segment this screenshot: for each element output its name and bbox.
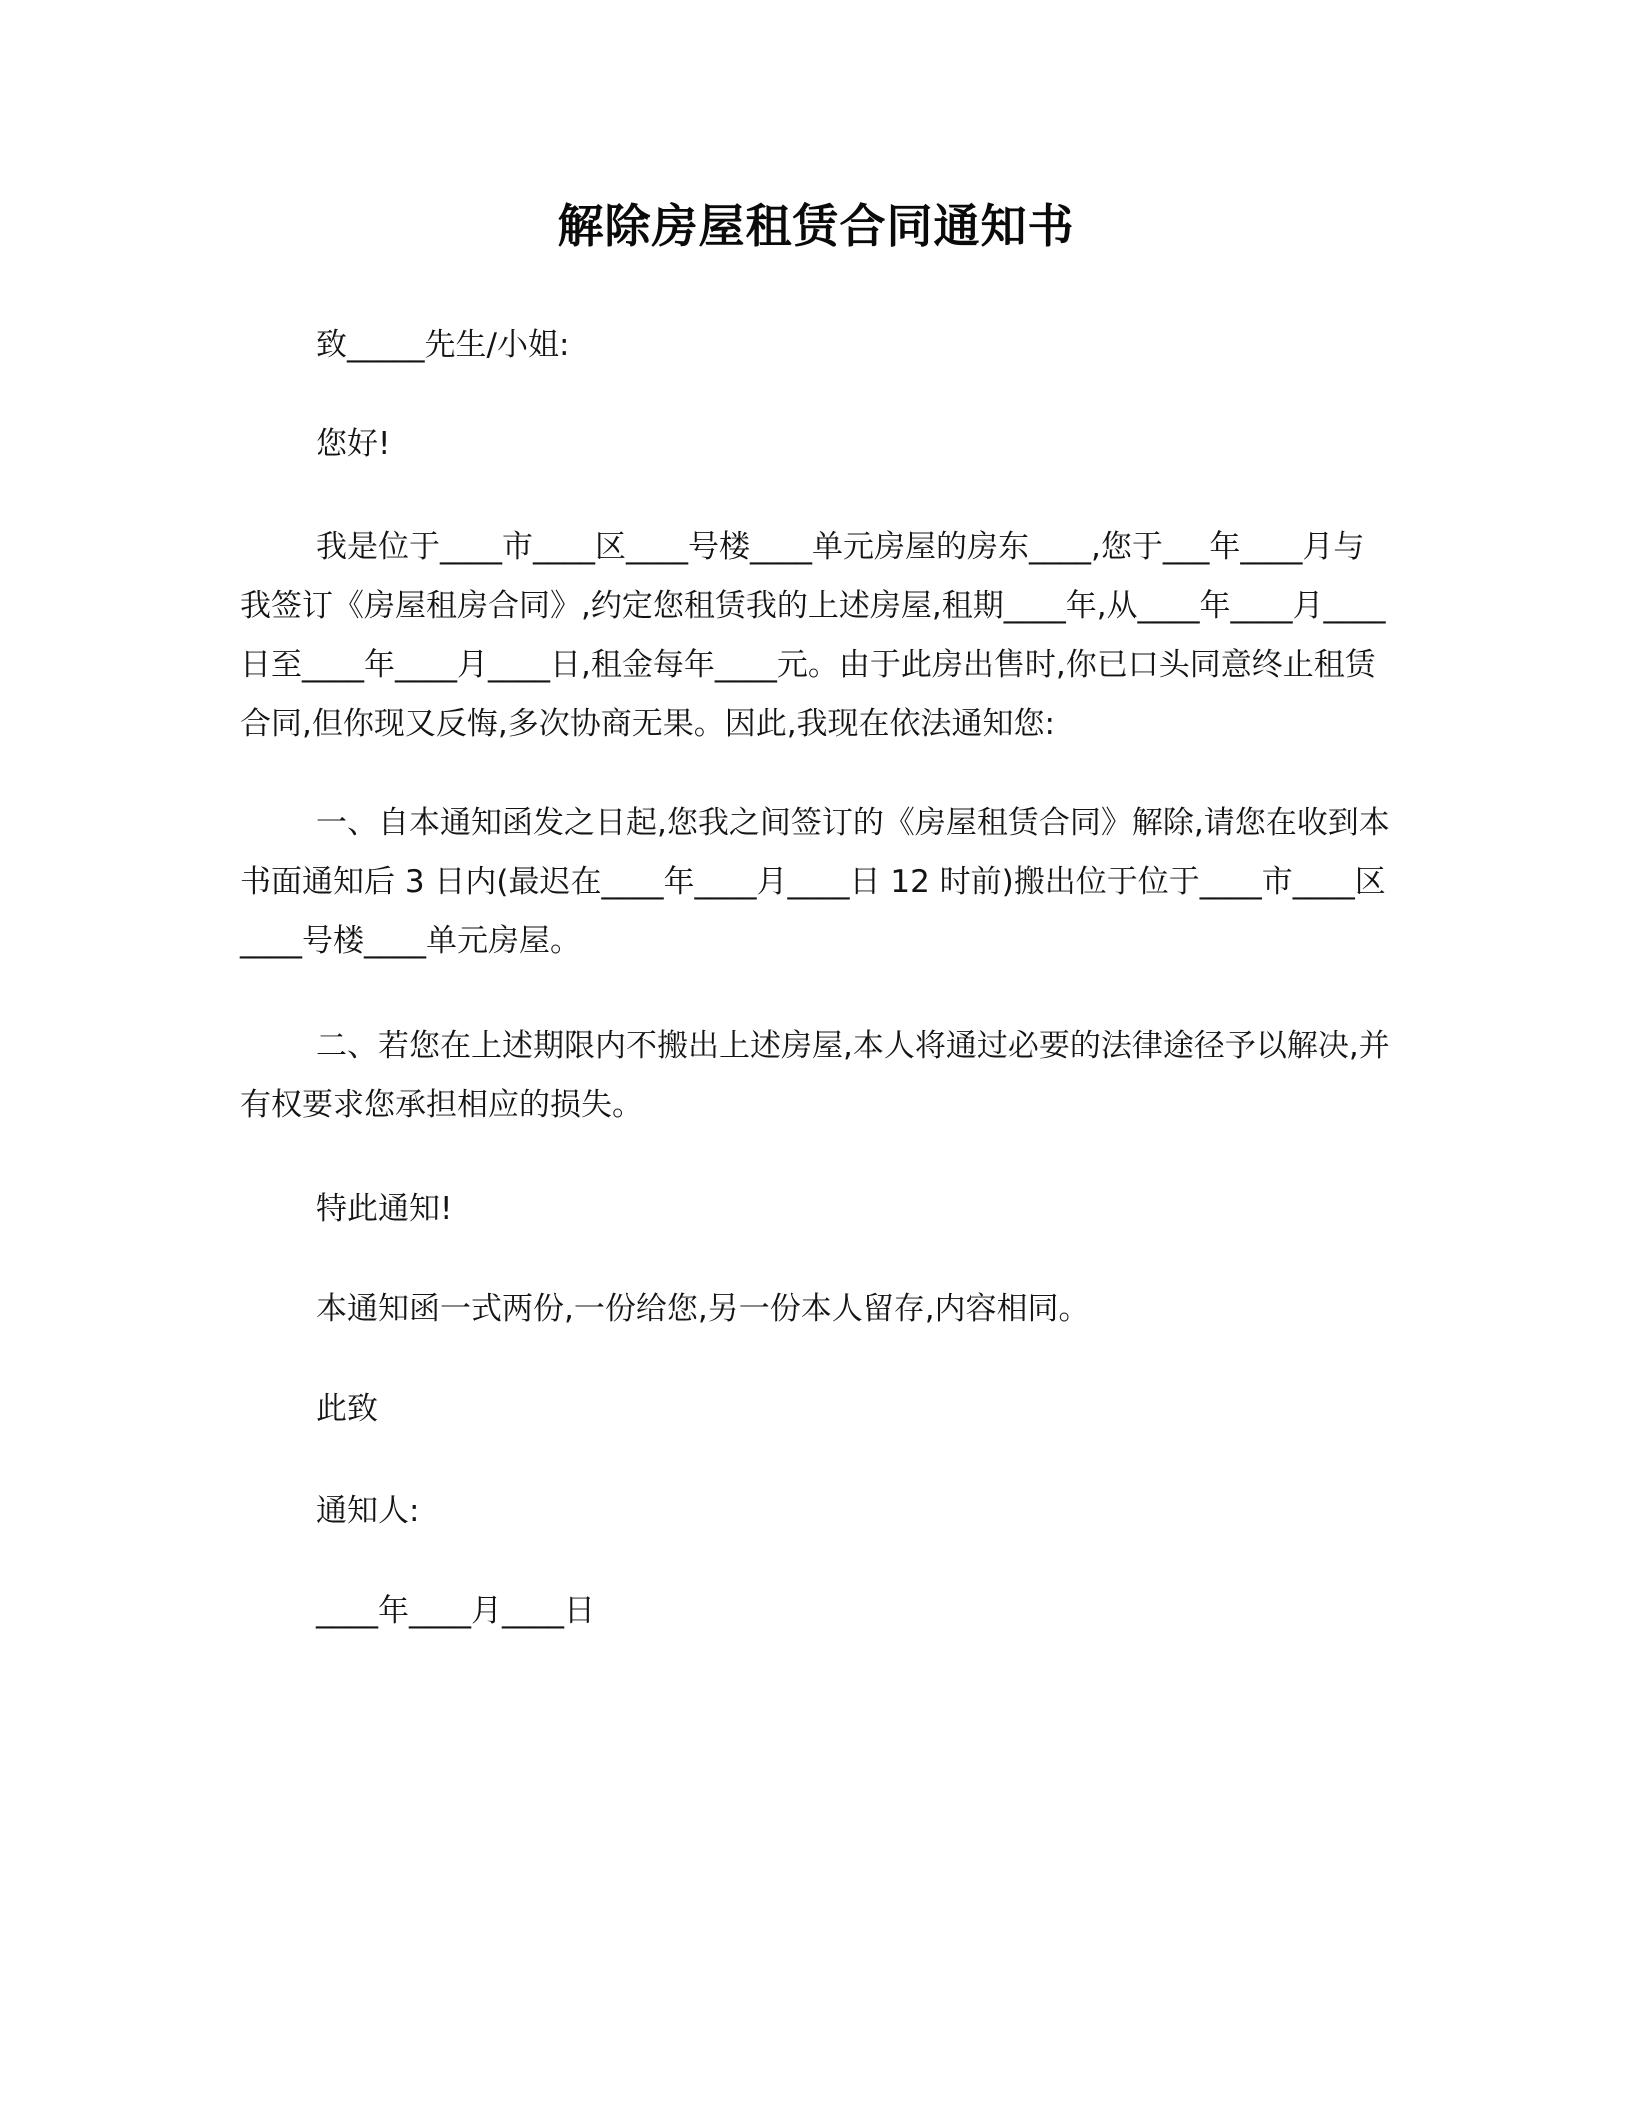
greeting: 您好! [316, 426, 391, 462]
salutation: 致_____先生/小姐: [316, 327, 570, 363]
document-title: 解除房屋租赁合同通知书 [557, 199, 1075, 253]
notifier-label: 通知人: [316, 1493, 420, 1529]
closing: 此致 [316, 1391, 378, 1427]
copies-note: 本通知函一式两份,一份给您,另一份本人留存,内容相同。 [316, 1291, 1090, 1327]
clause-two: 二、若您在上述期限内不搬出上述房屋,本人将通过必要的法律途径予以解决,并有权要求您承担相应的损失。 [240, 1028, 1390, 1123]
clause-one: 一、自本通知函发之日起,您我之间签订的《房屋租赁合同》解除,请您在收到本书面通知后 3 日内(最迟在____年____月____日 12 时前)搬出位于位于____市____区____号楼____单元房屋。 [240, 805, 1390, 959]
date-line: ____年____月____日 [316, 1593, 595, 1629]
body-paragraph: 我是位于____市____区____号楼____单元房屋的房东____,您于___年____月与我签订《房屋租房合同》,约定您租赁我的上述房屋,租期____年,从____年____月____日至____年____月____日,租金每年____元。由于此房出售时,你已口头同意终止租赁合同,但你现又反悔,多次协商无果。因此,我现在依法通知您: [240, 529, 1386, 742]
notice-end: 特此通知! [316, 1191, 453, 1227]
